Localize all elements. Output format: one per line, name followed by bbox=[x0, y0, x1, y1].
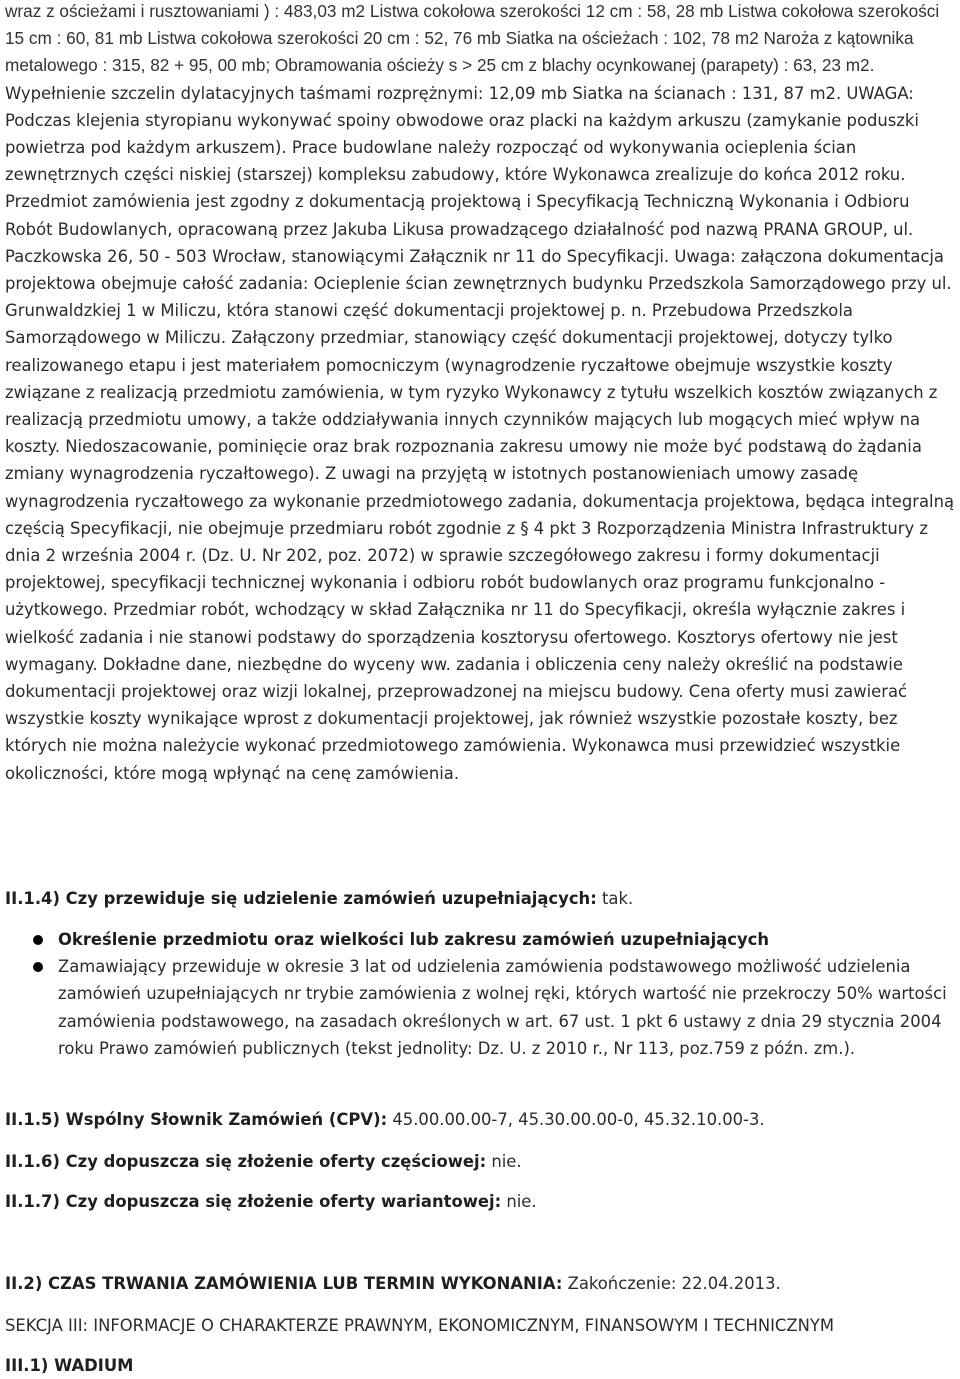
section-ii-1-7 bbox=[5, 1188, 537, 1215]
section-ii-2 bbox=[5, 1270, 781, 1297]
section-iii-heading: SEKCJA III: INFORMACJE O CHARAKTERZE PRAWNYM, EKONOMICZNYM, FINANSOWYM I TECHNICZNYM bbox=[5, 1316, 834, 1335]
section-iii-1-label: III.1) WADIUM bbox=[5, 1356, 134, 1375]
bullet-text: Określenie przedmiotu oraz wielkości lub zakresu zamówień uzupełniających bbox=[58, 930, 770, 949]
section-ii-1-4-value: tak. bbox=[596, 889, 634, 908]
bullet-list bbox=[0, 926, 960, 1062]
section-ii-1-5-label: II.1.5) Wspólny Słownik Zamówień (CPV): bbox=[5, 1110, 388, 1129]
list-item bbox=[0, 926, 960, 953]
section-iii-1 bbox=[5, 1352, 133, 1379]
main-paragraph bbox=[5, 0, 960, 787]
section-ii-1-6 bbox=[5, 1148, 522, 1175]
section-ii-1-6-value: nie. bbox=[486, 1152, 522, 1171]
section-ii-1-7-value: nie. bbox=[501, 1192, 537, 1211]
section-ii-2-label: II.2) CZAS TRWANIA ZAMÓWIENIA LUB TERMIN WYKONANIA: bbox=[5, 1274, 563, 1293]
section-ii-1-6-label: II.1.6) Czy dopuszcza się złożenie oferty częściowej: bbox=[5, 1152, 487, 1171]
section-ii-1-4-label: II.1.4) Czy przewiduje się udzielenie zamówień uzupełniających: bbox=[5, 889, 597, 908]
section-ii-2-value: Zakończenie: 22.04.2013. bbox=[562, 1274, 781, 1293]
section-ii-1-7-label: II.1.7) Czy dopuszcza się złożenie oferty wariantowej: bbox=[5, 1192, 502, 1211]
bullet-icon bbox=[33, 935, 43, 945]
section-ii-1-5-value: 45.00.00.00-7, 45.30.00.00-0, 45.32.10.00-3. bbox=[387, 1110, 765, 1129]
section-ii-1-5 bbox=[5, 1106, 765, 1133]
main-paragraph-body: Wypełnienie szczelin dylatacyjnych taśmami rozprężnymi: 12,09 mb Siatka na ścianach : 131, 87 m2. UWAGA: Podczas klejenia styropianu wykonywać spoiny obwodowe oraz placki na każdym arkuszu (zamykanie poduszki powietrza pod każdym arkuszem). Prace budowlane należy rozpocząć od wykonywania ocieplenia ścian zewnętrznych części niskiej (starszej) kompleksu zabudowy, które Wykonawca zrealizuje do końca 2012 roku. Przedmiot zamówienia jest zgodny z dokumentacją projektową i Specyfikacją Techniczną Wykonania i Odbioru Robót Budowlanych, opracowaną przez Jakuba Likusa prowadzącego działalność pod nazwą PRANA GROUP, ul. Paczkowska 26, 50 - 503 Wrocław, stanowiącymi Załącznik nr 11 do Specyfikacji. Uwaga: załączona dokumentacja projektowa obejmuje całość zadania: Ocieplenie ścian zewnętrznych budynku Przedszkola Samorządowego przy ul. Grunwaldzkiej 1 w Miliczu, która stanowi część dokumentacji projektowej p. n. Przebudowa Przedszkola Samorządowego w Miliczu. Załączony przedmiar, stanowiący część dokumentacji projektowej, dotyczy tylko realizowanego etapu i jest materiałem pomocniczym (wynagrodzenie ryczałtowe obejmuje wszystkie koszty związane z realizacją przedmiotu zamówienia, w tym ryzyko Wykonawcy z tytułu wszelkich kosztów związanych z realizacją przedmiotu umowy, a także oddziaływania innych czynników mających lub mogących mieć wpływ na koszty. Niedoszacowanie, pominięcie oraz brak rozpoznania zakresu umowy nie może być podstawą do żądania zmiany wynagrodzenia ryczałtowego). Z uwagi na przyjętą w istotnych postanowieniach umowy zasadę wynagrodzenia ryczałtowego za wykonanie przedmiotowego zadania, dokumentacja projektowa, będąca integralną częścią Specyfikacji, nie obejmuje przedmiaru robót zgodnie z § 4 pkt 3 Rozporządzenia Ministra Infrastruktury z dnia 2 września 2004 r. (Dz. U. Nr 202, poz. 2072) w sprawie szczegółowego zakresu i formy dokumentacji projektowej, specyfikacji technicznej wykonania i odbioru robót budowlanych oraz programu funkcjonalno - użytkowego. Przedmiar robót, wchodzący w skład Załącznika nr 11 do Specyfikacji, określa wyłącznie zakres i wielkość zadania i nie stanowi podstawy do sporządzenia kosztorysu ofertowego. Kosztorys ofertowy nie jest wymagany. Dokładne dane, niezbędne do wyceny ww. zadania i obliczenia ceny należy określić na podstawie dokumentacji projektowej oraz wizji lokalnej, przeprowadzonej na miejscu budowy. Cena oferty musi zawierać wszystkie koszty wynikające wprost z dokumentacji projektowej, jak również wszystkie pozostałe koszty, bez których nie można należycie wykonać przedmiotowego zamówienia. Wykonawca musi przewidzieć wszystkie okoliczności, które mogą wpłynąć na cenę zamówienia. bbox=[5, 83, 955, 783]
section-ii-1-4 bbox=[5, 885, 633, 912]
bullet-text: Zamawiający przewiduje w okresie 3 lat od udzielenia zamówienia podstawowego możliwość udzielenia zamówień uzupełniających nr trybie zamówienia z wolnej ręki, których wartość nie przekroczy 50% wartości zamówienia podstawowego, na zasadach określonych w art. 67 ust. 1 pkt 6 ustawy z dnia 29 stycznia 2004 roku Prawo zamówień publicznych (tekst jednolity: Dz. U. z 2010 r., Nr 113, poz.759 z późn. zm.). bbox=[58, 957, 947, 1058]
main-paragraph-lead: wraz z ościeżami i rusztowaniami ) : 483,03 m2 Listwa cokołowa szerokości 12 cm : 58, 28 mb Listwa cokołowa szerokości 15 cm : 60, 81 mb Listwa cokołowa szerokości 20 cm : 52, 76 mb Siatka na ościeżach : 102, 78 m2 Naroża z kątownika metalowego : 315, 82 + 95, 00 mb; Obramowania ościeży s > 25 cm z blachy ocynkowanej (parapety) : 63, 23 m2. bbox=[5, 1, 940, 76]
bullet-icon bbox=[33, 962, 43, 972]
list-item bbox=[0, 953, 960, 1062]
